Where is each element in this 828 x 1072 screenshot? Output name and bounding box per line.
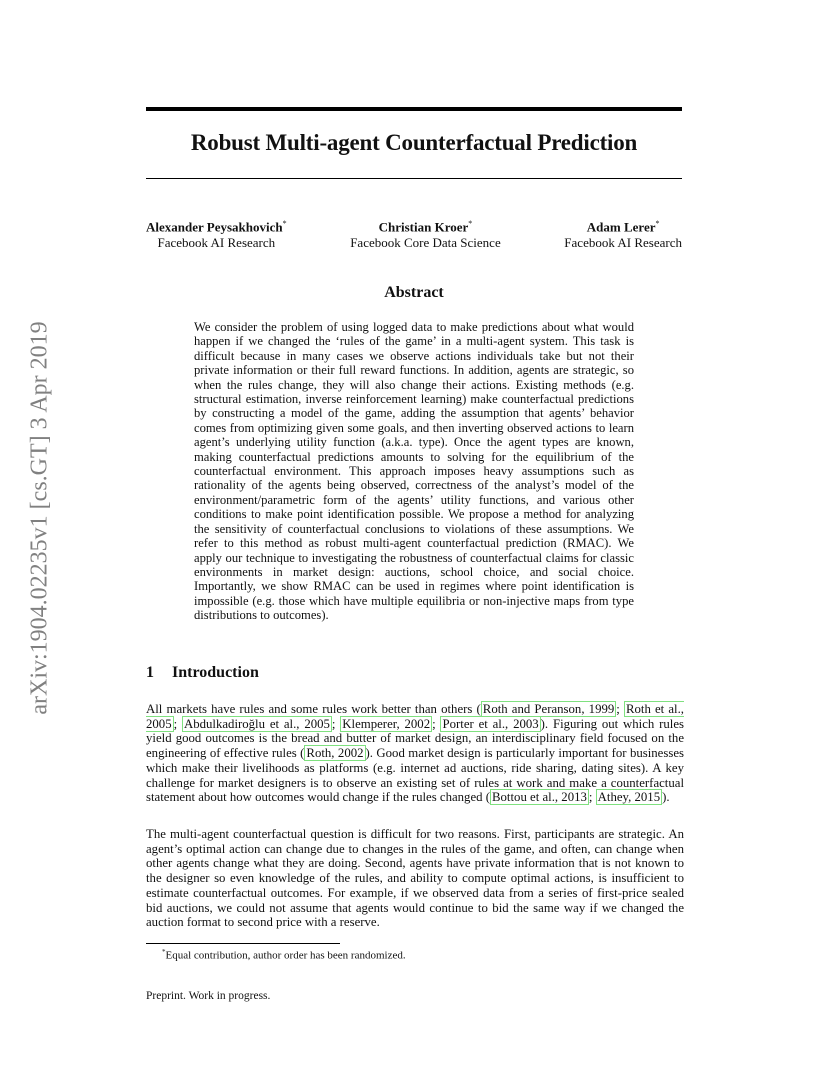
citation-link[interactable]: Roth, 2002 — [306, 746, 364, 761]
footnote-rule — [146, 943, 340, 944]
footnote-mark: * — [162, 948, 166, 956]
citation-link[interactable]: Bottou et al., 2013 — [492, 790, 587, 805]
section-heading — [146, 664, 259, 682]
body-text: ; — [331, 716, 341, 731]
paper-title: Robust Multi-agent Counterfactual Prediction — [190, 130, 638, 155]
equal-contribution-mark: * — [468, 219, 473, 228]
title-rule-top — [146, 107, 682, 111]
body-text: ). Good market design is particularly important for businesses which make their livelihoods as platforms (e.g. internet ad auctions, ride sharing, dating sites). A key challenge for market designers is to observe an existing set of rules at work and make a counterfactual statement about how outcomes would change if the rules changed ( — [146, 746, 684, 805]
citation-link[interactable]: Porter et al., 2003 — [442, 716, 539, 731]
intro-paragraph-2: The multi-agent counterfactual question is difficult for two reasons. First, participants are strategic. An agent’s optimal action can change due to changes in the rules of the game, and often, can change when other agents change what they are doing. Second, agents have private information that is not known to the designer so even knowledge of the rules, and ability to compute optimal actions, is insufficient to estimate counterfactual outcomes. For example, if we observed data from a series of first-price sealed bid auctions, we could not assume that agents would continue to bid the same way if we changed the auction format to second price with a reserve. — [146, 827, 684, 930]
body-text: ; — [616, 702, 624, 716]
intro-paragraph-1 — [146, 702, 684, 805]
citation-link[interactable]: Klemperer, 2002 — [342, 716, 431, 731]
section-title: Introduction — [172, 664, 259, 681]
author-name: Adam Lerer — [586, 219, 656, 235]
footnote-text: Equal contribution, author order has been randomized. — [165, 949, 406, 962]
section-number: 1 — [146, 664, 154, 681]
author-affiliation: Facebook AI Research — [564, 235, 682, 251]
equal-contribution-mark: * — [655, 219, 660, 228]
author-1 — [146, 216, 287, 251]
body-text: ). Figuring out which rules yield good outcomes is the bread and butter of market design, an interdisciplinary field focused on the engineering of effective rules ( — [146, 716, 684, 761]
author-affiliation: Facebook Core Data Science — [350, 235, 501, 251]
body-text: ; — [588, 790, 596, 805]
author-affiliation: Facebook AI Research — [157, 235, 276, 251]
citation-link[interactable]: Roth et al., 2005 — [146, 702, 685, 731]
abstract-body: We consider the problem of using logged data to make predictions about what would happen if we changed the ‘rules of the game’ in a multi-agent system. This task is difficult because in many cases we observe actions individuals take but not their private information or their full reward functions. In addition, agents are strategic, so when the rules change, they will also change their actions. Existing methods (e.g. structural estimation, inverse reinforcement learning) make counterfactual predictions by constructing a model of the game, adding the assumption that agents’ behavior comes from optimizing given some goals, and then inverting observed actions to learn agent’s underlying utility function (a.k.a. type). Once the agent types are known, making counterfactual predictions amounts to solving for the equilibrium of the counterfactual environment. This approach imposes heavy assumptions such as rationality of the agents being observed, correctness of the analyst’s model of the environment/parametric form of the agents’ utility functions, and various other conditions to make point identification possible. We propose a method for analyzing the sensitivity of counterfactual conclusions to violations of these assumptions. We refer to this method as robust multi-agent counterfactual prediction (RMAC). We apply our technique to investigating the robustness of counterfactual claims for classic environments in market design: auctions, school choice, and social choice. Importantly, we show RMAC can be used in regimes where point identification is impossible (e.g. those which have multiple equilibria or non-injective maps from type distributions to outcomes). — [194, 320, 634, 623]
author-block — [146, 216, 682, 251]
abstract-heading: Abstract — [384, 284, 444, 301]
arxiv-identifier-sidebar: arXiv:1904.02235v1 [cs.GT] 3 Apr 2019 — [26, 321, 53, 715]
body-text: ; — [173, 716, 182, 731]
title-rule-bottom — [146, 178, 682, 179]
body-text: All markets have rules and some rules work better than others ( — [146, 702, 481, 716]
body-text: ; — [432, 716, 441, 731]
author-name: Christian Kroer — [378, 219, 469, 235]
citation-link[interactable]: Abdulkadiroğlu et al., 2005 — [183, 716, 330, 731]
citation-link[interactable]: Athey, 2015 — [597, 790, 661, 805]
citation-link[interactable]: Roth and Peranson, 1999 — [482, 702, 615, 716]
body-text: ). — [662, 790, 670, 805]
author-3 — [564, 216, 682, 251]
author-name: Alexander Peysakhovich — [146, 219, 283, 235]
equal-contribution-mark: * — [282, 219, 287, 228]
preprint-note: Preprint. Work in progress. — [146, 990, 271, 1002]
author-2 — [350, 216, 501, 251]
footnote — [162, 948, 406, 962]
